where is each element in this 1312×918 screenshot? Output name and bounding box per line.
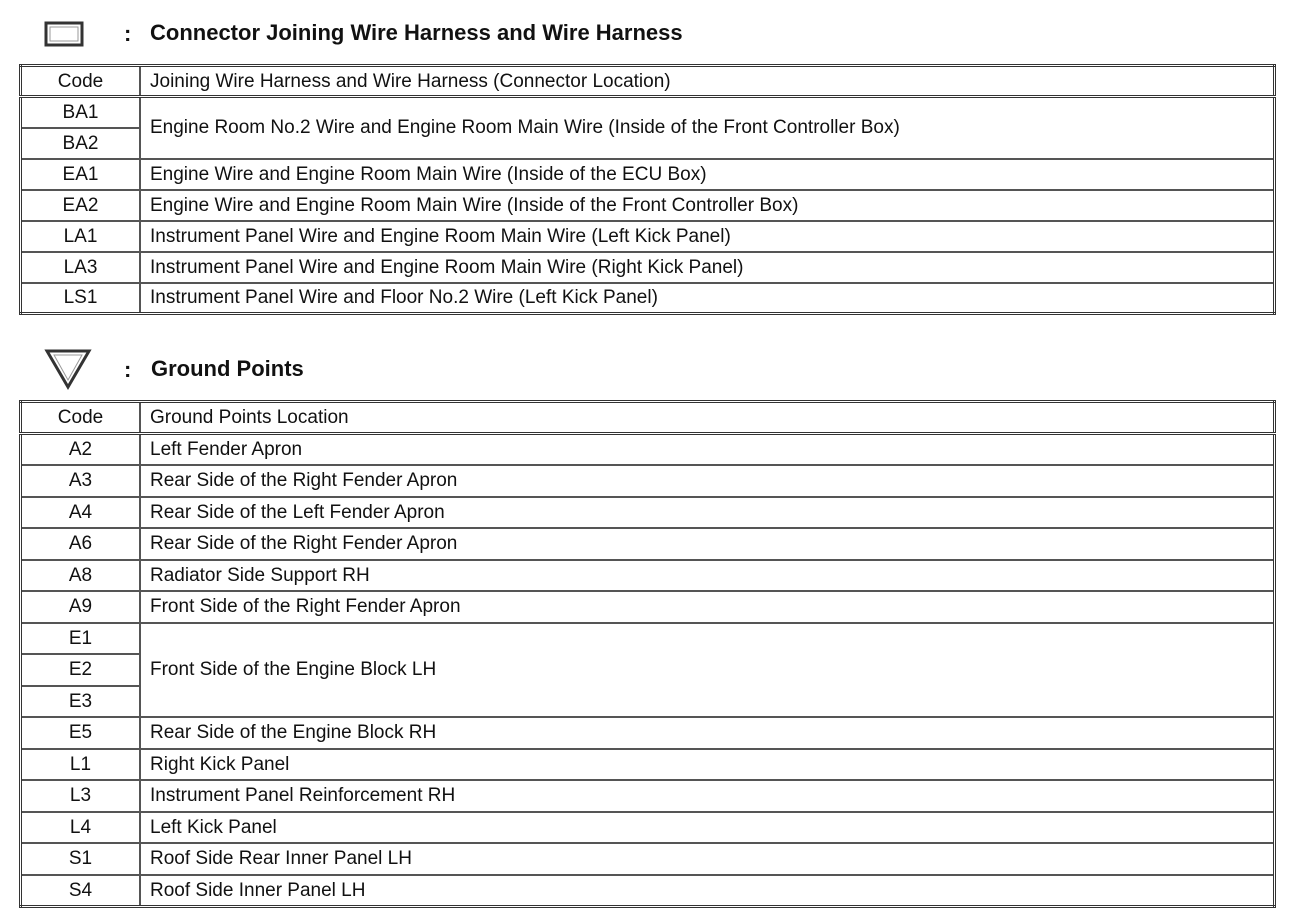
ground-section-title: Ground Points bbox=[151, 356, 304, 381]
location-cell: Instrument Panel Wire and Engine Room Main Wire (Left Kick Panel) bbox=[140, 221, 1275, 252]
code-cell: A6 bbox=[21, 528, 141, 560]
ground-table bbox=[19, 400, 1276, 908]
table-row bbox=[21, 623, 1275, 655]
table-row bbox=[21, 159, 1275, 190]
table-row bbox=[21, 252, 1275, 283]
header-location: Ground Points Location bbox=[140, 402, 1275, 434]
code-cell: E3 bbox=[21, 686, 141, 718]
location-cell: Instrument Panel Wire and Engine Room Main Wire (Right Kick Panel) bbox=[140, 252, 1275, 283]
table-row bbox=[21, 221, 1275, 252]
code-cell: L4 bbox=[21, 812, 141, 844]
location-cell: Instrument Panel Reinforcement RH bbox=[140, 780, 1275, 812]
table-header-row bbox=[21, 402, 1275, 434]
code-cell: E2 bbox=[21, 654, 141, 686]
code-cell: A2 bbox=[21, 434, 141, 466]
connector-symbol-icon bbox=[44, 21, 84, 52]
code-cell: L1 bbox=[21, 749, 141, 781]
table-row bbox=[21, 283, 1275, 314]
code-cell: A4 bbox=[21, 497, 141, 529]
code-cell: E1 bbox=[21, 623, 141, 655]
connector-section-colon: : bbox=[124, 21, 132, 46]
code-cell: LA1 bbox=[21, 221, 141, 252]
header-location: Joining Wire Harness and Wire Harness (Connector Location) bbox=[140, 66, 1275, 97]
table-row bbox=[21, 843, 1275, 875]
code-cell: L3 bbox=[21, 780, 141, 812]
code-cell: LS1 bbox=[21, 283, 141, 314]
code-cell: EA2 bbox=[21, 190, 141, 221]
location-cell: Roof Side Inner Panel LH bbox=[140, 875, 1275, 907]
header-code: Code bbox=[21, 66, 141, 97]
table-row bbox=[21, 780, 1275, 812]
table-row bbox=[21, 528, 1275, 560]
code-cell: A3 bbox=[21, 465, 141, 497]
location-cell: Left Fender Apron bbox=[140, 434, 1275, 466]
location-cell: Roof Side Rear Inner Panel LH bbox=[140, 843, 1275, 875]
table-row bbox=[21, 97, 1275, 128]
location-cell: Engine Room No.2 Wire and Engine Room Main Wire (Inside of the Front Controller Box) bbox=[140, 97, 1275, 159]
location-cell: Engine Wire and Engine Room Main Wire (Inside of the ECU Box) bbox=[140, 159, 1275, 190]
table-row bbox=[21, 190, 1275, 221]
table-row bbox=[21, 717, 1275, 749]
table-row bbox=[21, 812, 1275, 844]
table-row bbox=[21, 497, 1275, 529]
table-row bbox=[21, 749, 1275, 781]
ground-symbol-icon bbox=[44, 348, 92, 395]
table-header-row bbox=[21, 66, 1275, 97]
location-cell: Rear Side of the Right Fender Apron bbox=[140, 465, 1275, 497]
table-row bbox=[21, 560, 1275, 592]
location-cell: Engine Wire and Engine Room Main Wire (Inside of the Front Controller Box) bbox=[140, 190, 1275, 221]
location-cell: Rear Side of the Right Fender Apron bbox=[140, 528, 1275, 560]
location-cell: Front Side of the Right Fender Apron bbox=[140, 591, 1275, 623]
header-code: Code bbox=[21, 402, 141, 434]
code-cell: A9 bbox=[21, 591, 141, 623]
code-cell: E5 bbox=[21, 717, 141, 749]
code-cell: A8 bbox=[21, 560, 141, 592]
code-cell: BA2 bbox=[21, 128, 141, 159]
code-cell: EA1 bbox=[21, 159, 141, 190]
code-cell: LA3 bbox=[21, 252, 141, 283]
connector-section-title: Connector Joining Wire Harness and Wire Harness bbox=[150, 20, 683, 45]
location-cell: Rear Side of the Left Fender Apron bbox=[140, 497, 1275, 529]
ground-section-colon: : bbox=[124, 357, 132, 382]
connector-table bbox=[19, 64, 1276, 315]
location-cell: Right Kick Panel bbox=[140, 749, 1275, 781]
location-cell: Front Side of the Engine Block LH bbox=[140, 623, 1275, 718]
code-cell: BA1 bbox=[21, 97, 141, 128]
code-cell: S1 bbox=[21, 843, 141, 875]
table-row bbox=[21, 591, 1275, 623]
table-row bbox=[21, 875, 1275, 907]
code-cell: S4 bbox=[21, 875, 141, 907]
location-cell: Radiator Side Support RH bbox=[140, 560, 1275, 592]
location-cell: Left Kick Panel bbox=[140, 812, 1275, 844]
table-row bbox=[21, 465, 1275, 497]
location-cell: Instrument Panel Wire and Floor No.2 Wire (Left Kick Panel) bbox=[140, 283, 1275, 314]
table-row bbox=[21, 434, 1275, 466]
location-cell: Rear Side of the Engine Block RH bbox=[140, 717, 1275, 749]
